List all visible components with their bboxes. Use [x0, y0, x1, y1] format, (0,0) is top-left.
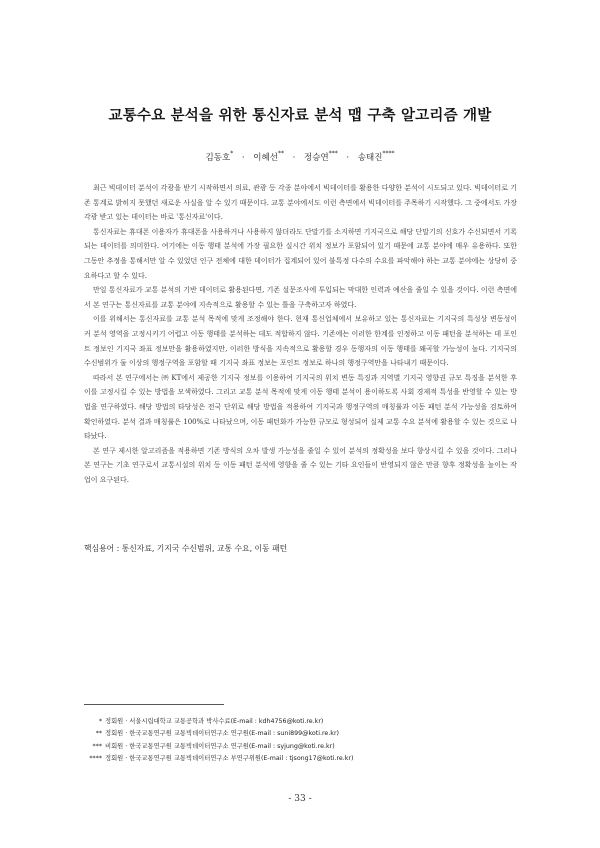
author-name: 정승연	[304, 153, 329, 163]
footnote	[86, 716, 516, 728]
author-name: 송태진	[357, 153, 383, 163]
footnote-mark: ****	[89, 755, 102, 763]
abstract-paragraph: 최근 빅데이터 분석이 각광을 받기 시작하면서 의료, 관광 등 각종 분야에서 빅데이터를 활용한 다양한 분석이 시도되고 있다. 빅데이터로 기존 통계로 밝히지 못했던 새로운 사실을 알 수 있기 때문이다. 교통 분야에서도 이런 측면에서 빅데이터를 주목하기 시작했다. 그 중에서도 가장 각광 받고 있는 데이터는 바로 '통신자료'이다.	[84, 184, 517, 222]
footnote-mark: ***	[92, 742, 102, 750]
footnotes	[86, 716, 516, 766]
footnote-mark: *	[98, 718, 102, 725]
author-mark: ***	[328, 150, 338, 157]
footnote	[86, 741, 516, 753]
author-separator: ·	[241, 153, 245, 163]
abstract-paragraph: 만일 통신자료가 교통 분석의 기반 데이터로 활용된다면, 기존 설문조사에 투입되는 막대한 인력과 예산을 줄일 수 있을 것이다. 이런 측면에서 본 연구는 통신자료를 교통 분야에 지속적으로 활용할 수 있는 틀을 구축하고자 하였다.	[84, 286, 517, 309]
abstract	[84, 181, 517, 487]
keywords-label: 핵심용어 :	[84, 544, 120, 553]
paper-title: 교통수요 분석을 위한 통신자료 분석 맵 구축 알고리즘 개발	[108, 108, 492, 124]
abstract-paragraph: 이를 위해서는 통신자료를 교통 분석 목적에 맞게 조정해야 한다. 현재 통신업체에서 보유하고 있는 통신자료는 기지국의 특성상 변동성이 커 분석 영역을 고정시키기 어렵고 이동 행태를 분석하는 데도 적합하지 않다. 기존에는 이러한 한계를 인정하고 이동 패턴을 분석하는 데 포인트 정보인 기지국 좌표 정보만을 활용하였지만, 이러한 방식을 지속적으로 활용할 경우 동행자의 이동 행태를 왜곡할 가능성이 높다. 기지국의 수신범위가 둘 이상의 행정구역을 포함할 때 기지국 좌표 정보는 포인트 정보로 하나의 행정구역만을 나타내기 때문이다.	[84, 315, 517, 368]
author-separator: ·	[346, 153, 350, 163]
keywords-text: 통신자료, 기지국 수신범위, 교통 수요, 이동 패턴	[121, 544, 288, 553]
abstract-paragraph: 통신자료는 휴대폰 이용자가 휴대폰을 사용하거나 사용하지 않더라도 단말기를 소지하면 기지국으로 해당 단말기의 신호가 수신되면서 기록되는 데이터를 의미한다. 여기에는 이동 행태 분석에 가장 필요한 실시간 위치 정보가 포함되어 있기 때문에 교통 분야에 매우 유용하다. 또한 그동안 추정을 통해서만 알 수 있었던 인구 전체에 대한 데이터가 집계되어 있어 불특정 다수의 수요를 파악해야 하는 교통 분야에는 상당히 중요하다고 할 수 있다.	[84, 227, 517, 280]
footnote-text: 비회원 · 한국교통연구원 교통빅데이터연구소 연구원(E-mail : syjung@koti.re.kr)	[105, 742, 335, 750]
author-name: 김동호	[205, 153, 231, 163]
page-number: - 33 -	[288, 794, 312, 804]
author-mark: ****	[382, 150, 395, 157]
author-mark: **	[277, 150, 284, 157]
author-name: 이혜선	[253, 153, 278, 163]
footnote-divider	[84, 704, 224, 705]
abstract-paragraph: 따라서 본 연구에서는 ㈜ KT에서 제공한 기지국 정보를 이용하여 기지국의 위치 변동 특징과 지역별 기지국 영향권 규모 특징을 분석한 후 이를 고정시킬 수 있는 방법을 모색하였다. 그리고 교통 분석 목적에 맞게 이동 행태 분석이 용이하도록 사회 경제적 특성을 반영할 수 있는 방법을 연구하였다. 해당 방법의 타당성은 전국 단위로 해당 방법을 적용하여 기지국과 행정구역의 매칭률과 이동 패턴 분석 가능성을 검토하여 확인하였다. 분석 결과 매칭률은 100%로 나타났으며, 이동 패턴화가 가능한 규모로 형성되어 실제 교통 수요 분석에 활용할 수 있는 것으로 나타났다.	[84, 373, 517, 441]
footnote-mark: **	[95, 730, 102, 738]
footnote	[86, 753, 516, 765]
author-separator: ·	[292, 153, 296, 163]
author-mark: *	[230, 150, 234, 157]
author-list	[0, 151, 600, 163]
footnote-text: 정회원 · 한국교통연구원 교통빅데이터연구소 부연구위원(E-mail : tjsong17@koti.re.kr)	[105, 755, 354, 763]
keywords	[84, 543, 517, 554]
footnote-text: 정회원 · 서울시립대학교 교통공학과 박사수료(E-mail : kdh4756@koti.re.kr)	[105, 718, 324, 725]
footnote	[86, 728, 516, 740]
footnote-text: 정회원 · 한국교통연구원 교통빅데이터연구소 연구원(E-mail : suni899@koti.re.kr)	[105, 730, 339, 738]
abstract-paragraph: 본 연구 제시한 알고리즘을 적용하면 기존 방식의 오차 발생 가능성을 줄일 수 있어 분석의 정확성을 보다 향상시킬 수 있을 것이다. 그러나 본 연구는 기초 연구로서 교통시설의 위치 등 이동 패턴 분석에 영향을 줄 수 있는 기타 요인들이 반영되지 않은 만큼 향후 정확성을 높이는 작업이 요구된다.	[84, 446, 517, 484]
